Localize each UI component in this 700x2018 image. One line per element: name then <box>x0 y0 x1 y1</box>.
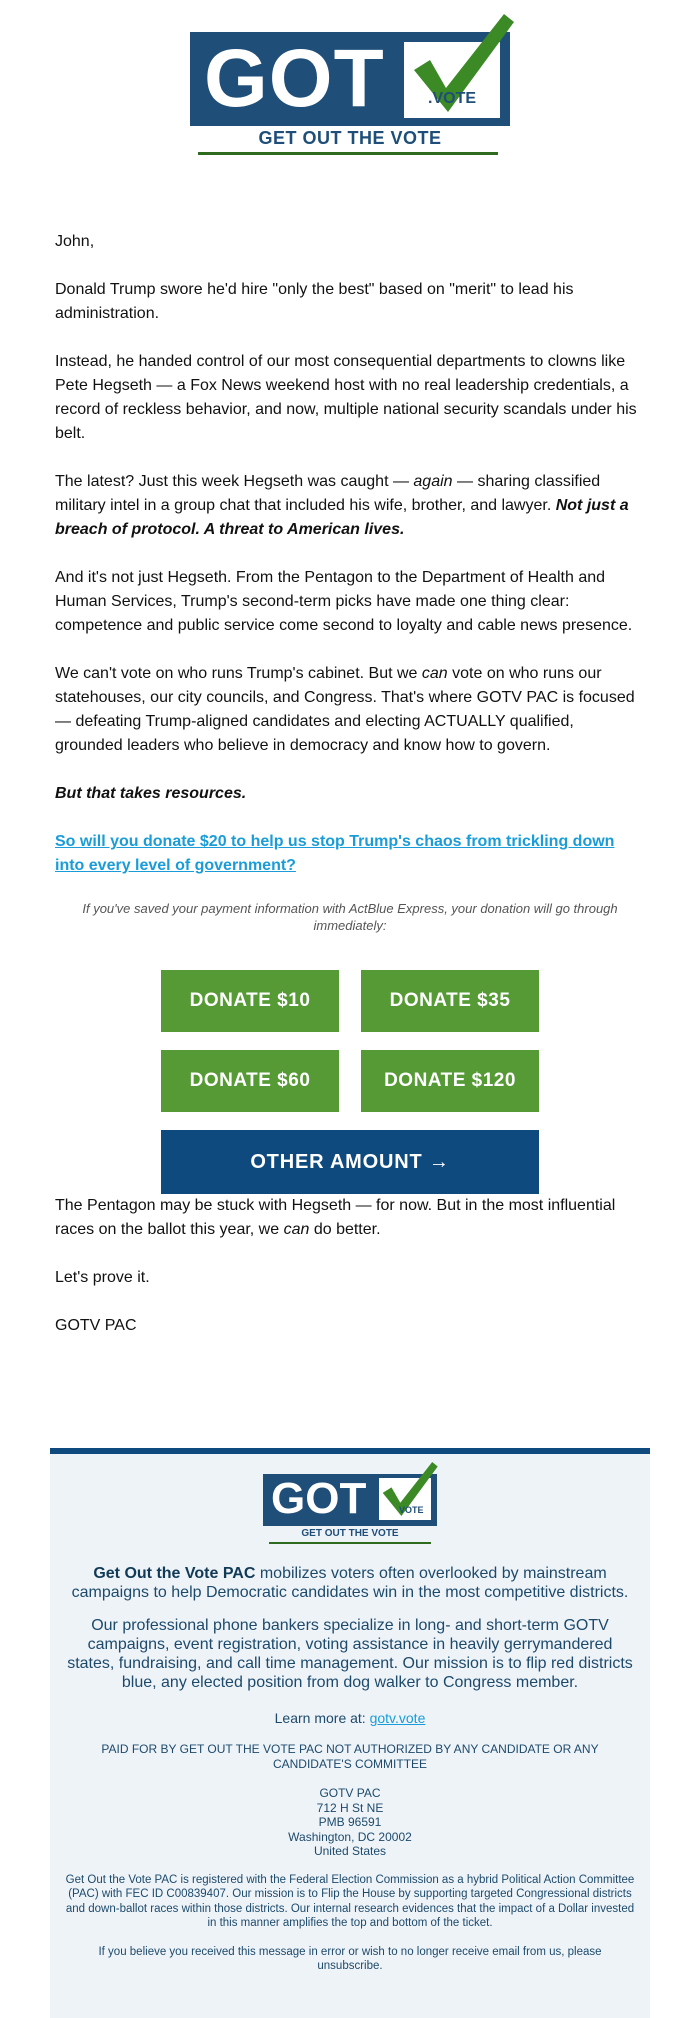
footer-team: Our professional phone bankers specialize in long- and short-term GOTV campaigns, event registration, voting assistance in heavily gerrymandered states, fundraising, and call time management. Our mission is to flip red districts blue, any elected position from dog walker to Congress member. <box>67 1617 633 1691</box>
paragraph-5 <box>55 662 645 758</box>
donate-cta-link[interactable]: So will you donate $20 to help us stop Trump's chaos from trickling down into every level of government? <box>55 833 615 874</box>
p3-text-b: — sharing classified military intel in a group chat that included his wife, brother, and lawyer. <box>55 473 601 514</box>
footer <box>50 1448 650 2018</box>
footer-logo-tagline: GET OUT THE VOTE <box>301 1528 399 1539</box>
footer-logo-underline <box>269 1542 431 1544</box>
paragraph-6 <box>55 782 645 806</box>
email-body <box>55 230 645 1338</box>
donate-35-button[interactable]: DONATE $35 <box>361 970 539 1032</box>
p3-again: again <box>413 473 453 490</box>
footer-logo-vote-text: VOTE <box>399 1505 424 1515</box>
p3-bold-italic: Not just a breach of protocol. A threat to American lives. <box>55 497 629 538</box>
signature: GOTV PAC <box>55 1317 137 1334</box>
actblue-note: If you've saved your payment information with ActBlue Express, your donation will go through immediately: <box>82 901 618 933</box>
donate-10-button[interactable]: DONATE $10 <box>161 970 339 1032</box>
address-line: 712 H St NE <box>316 1800 384 1815</box>
p5-can: can <box>421 665 448 682</box>
footer-about <box>65 1564 635 1602</box>
closing-line: Let's prove it. <box>55 1269 150 1286</box>
paragraph-2: Instead, he handed control of our most consequential departments to clowns like Pete Hegseth — a Fox News weekend host with no real leadership credentials, a record of reckless behavior, and now, multiple national security scandals under his belt. <box>55 353 637 442</box>
closing-paragraph <box>55 1194 645 1242</box>
address-line: Washington, DC 20002 <box>288 1829 412 1844</box>
logo-got-text: GOT <box>204 33 385 124</box>
logo-tagline: GET OUT THE VOTE <box>258 128 442 148</box>
footer-logo-got-text: GOT <box>271 1474 367 1523</box>
unsubscribe-text[interactable]: If you believe you received this message in error or wish to no longer receive email from us, please unsubscribe. <box>98 1945 602 1972</box>
close1-can: can <box>283 1221 310 1238</box>
address-line: United States <box>313 1844 387 1858</box>
donate-60-button[interactable]: DONATE $60 <box>161 1050 339 1112</box>
gotv-logo[interactable] <box>190 30 510 158</box>
donate-120-button[interactable]: DONATE $120 <box>361 1050 539 1112</box>
header <box>0 0 700 158</box>
logo-dotvote-text: .VOTE <box>428 90 477 107</box>
learn-more-label: Learn more at: <box>274 1710 370 1726</box>
footer-about-text: mobilizes voters often overlooked by mainstream campaigns to help Democratic candidates win in the most competitive districts. <box>71 1565 629 1601</box>
address-line: GOTV PAC <box>319 1786 381 1800</box>
address-line: PMB 96591 <box>318 1815 382 1829</box>
fec-disclaimer: Get Out the Vote PAC is registered with the Federal Election Commission as a hybrid Political Action Committee (PAC) with FEC ID C00839407. Our mission is to Flip the House by supporting targeted Congressional districts and down-ballot races within those districts. Our internal research evidences that the impact of a Dollar invested in this manner amplifies the top and bottom of the ticket. <box>65 1873 635 1929</box>
close1-text-a: The Pentagon may be stuck with Hegseth — for now. But in the most influential races on the ballot this year, we <box>55 1197 616 1238</box>
paid-for-disclaimer: PAID FOR BY GET OUT THE VOTE PAC NOT AUTHORIZED BY ANY CANDIDATE OR ANY CANDIDATE'S COMMITTEE <box>101 1742 599 1771</box>
paragraph-3 <box>55 470 645 542</box>
close1-text-b: do better. <box>309 1221 381 1238</box>
paragraph-1: Donald Trump swore he'd hire "only the best" based on "merit" to lead his administration. <box>55 281 574 322</box>
footer-about-bold: Get Out the Vote PAC <box>93 1565 256 1582</box>
other-amount-button[interactable]: OTHER AMOUNT → <box>161 1130 539 1194</box>
paragraph-4: And it's not just Hegseth. From the Pentagon to the Department of Health and Human Services, Trump's second-term picks have made one thing clear: competence and public service come second to loyalty and cable news presence. <box>55 569 633 634</box>
footer-learn-more <box>65 1710 635 1726</box>
mailing-address <box>65 1786 635 1859</box>
logo-underline <box>198 152 498 155</box>
gotv-vote-link[interactable]: gotv.vote <box>369 1710 426 1726</box>
p5-text-a: We can't vote on who runs Trump's cabinet. But we <box>55 665 422 682</box>
footer-logo[interactable] <box>263 1472 437 1546</box>
p6-text: But that takes resources. <box>55 785 247 802</box>
salutation: John, <box>55 233 95 250</box>
p5-text-b: vote on who runs our statehouses, our city councils, and Congress. That's where GOTV PAC is focused — defeating Trump-aligned candidates and electing ACTUALLY qualified, grounded leaders who believe in democracy and know how to govern. <box>55 665 635 754</box>
p3-text-a: The latest? Just this week Hegseth was caught — <box>55 473 414 490</box>
donate-grid <box>161 970 539 1194</box>
